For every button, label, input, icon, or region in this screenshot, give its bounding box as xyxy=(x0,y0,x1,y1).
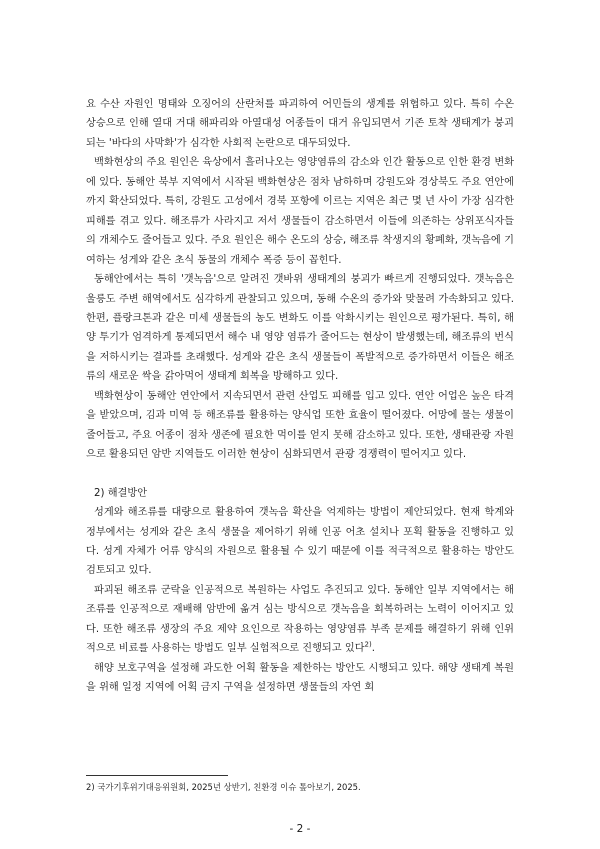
solution-paragraph: 성게와 해조류를 대량으로 활용하여 갯녹음 확산을 억제하는 방법이 제안되었다. 현재 학계와 정부에서는 성게와 같은 초식 생물을 제어하기 위해 인공 어초 설치나 포획 활동을 진행하고 있다. 성게 자체가 어류 양식의 자원으로 활용될 수 있기 때문에 이를 적극적으로 활용하는 방안도 검토되고 있다. xyxy=(86,507,514,577)
solution-paragraph: 파괴된 해조류 군락을 인공적으로 복원하는 사업도 추진되고 있다. 동해안 일부 지역에서는 해조류를 인공적으로 재배해 암반에 옮겨 심는 방식으로 갯녹음을 회복하려는 노력이 이어지고 있다. 또한 해조류 생장의 주요 제약 요인으로 작용하는 영양염류 부족 문제를 해결하기 위해 인위적으로 비료를 사용하는 방법도 일부 실험적으로 진행되고 있다$^{2)}$. xyxy=(86,584,514,655)
page-number: - 2 - xyxy=(289,823,311,835)
section-heading: 2) 해결방안 xyxy=(94,487,148,499)
solution-paragraph: 해양 보호구역을 설정해 과도한 어획 활동을 제한하는 방안도 시행되고 있다. 해양 생태계 복원을 위해 일정 지역에 어획 금지 구역을 설정하면 생물들의 자연 회 xyxy=(86,662,514,694)
footnote-divider xyxy=(86,775,228,776)
body-paragraph: 백화현상의 주요 원인은 육상에서 흘러나오는 영양염류의 감소와 인간 활동으로 인한 환경 변화에 있다. 동해안 북부 지역에서 시작된 백화현상은 점차 남하하며 강원도와 경상북도 주요 연안에까지 확산되었다. 특히, 강원도 고성에서 경북 포항에 이르는 지역은 최근 몇 년 사이 가장 심각한 피해를 겪고 있다. 해조류가 사라지고 저서 생물들이 감소하면서 이들에 의존하는 상위포식자들의 개체수도 줄어들고 있다. 주요 원인은 해수 온도의 상승, 해조류 착생지의 황폐화, 갯녹음에 기여하는 성게와 같은 초식 동물의 개체수 폭증 등이 꼽힌다. xyxy=(86,157,514,266)
body-paragraph: 동해안에서는 특히 '갯녹음'으로 알려진 갯바위 생태계의 붕괴가 빠르게 진행되었다. 갯녹음은 울릉도 주변 해역에서도 심각하게 관찰되고 있으며, 동해 수온의 증가와 맞물려 가속화되고 있다. 한편, 플랑크톤과 같은 미세 생물들의 농도 변화도 이를 악화시키는 원인으로 평가된다. 특히, 해양 투기가 엄격하게 통제되면서 해수 내 영양 염류가 줄어드는 현상이 발생했는데, 해조류의 번식을 저하시키는 결과를 초래했다. 성게와 같은 초식 생물들이 폭발적으로 증가하면서 이들은 해조류의 새로운 싹을 갉아먹어 생태계 회복을 방해하고 있다. xyxy=(86,274,514,383)
solution-paragraph-text: 파괴된 해조류 군락을 인공적으로 복원하는 사업도 추진되고 있다. 동해안 일부 지역에서는 해조류를 인공적으로 재배해 암반에 옮겨 심는 방식으로 갯녹음을 회복하려는 노력이 이어지고 있다. 또한 해조류 생장의 주요 제약 요인으로 작용하는 영양염류 부족 문제를 해결하기 위해 인위적으로 비료를 사용하는 방법도 일부 실험적으로 진행되고 있다 xyxy=(86,584,514,655)
body-text xyxy=(86,95,514,698)
body-paragraph: 백화현상이 동해안 연안에서 지속되면서 관련 산업도 피해를 입고 있다. 연안 어업은 높은 타격을 받았으며, 김과 미역 등 해조류를 활용하는 양식업 또한 효율이 떨어졌다. 어망에 물는 생물이 줄어들고, 주요 어종이 점차 생존에 필요한 먹이를 얻지 못해 감소하고 있다. 또한, 생태관광 자원으로 활용되던 암반 지역들도 이러한 현상이 심화되면서 관광 경쟁력이 떨어지고 있다. xyxy=(86,390,514,461)
body-paragraph: 요 수산 자원인 명태와 오징어의 산란처를 파괴하여 어민들의 생계를 위협하고 있다. 특히 수온 상승으로 인해 열대 거대 해파리와 아열대성 어종들이 대거 유입되면서 기존 토착 생태계가 붕괴되는 '바다의 사막화'가 심각한 사회적 논란으로 대두되었다. xyxy=(86,99,514,149)
footnote-reference[interactable]: 2) xyxy=(364,640,372,649)
footnote: 2) 국가기후위기대응위원회, 2025년 상반기, 친환경 이슈 톺아보기, 2025. xyxy=(86,782,361,792)
